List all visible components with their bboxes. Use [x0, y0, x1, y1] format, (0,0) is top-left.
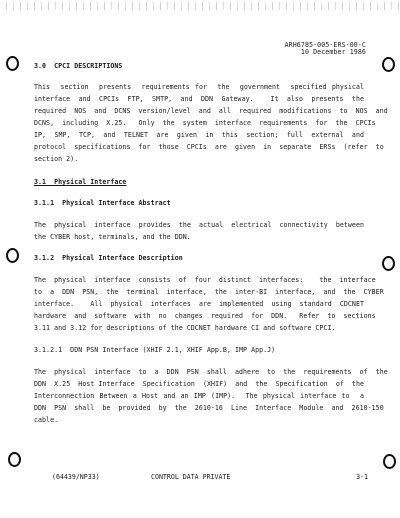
s311-line-2: the CYBER host, terminals, and the DDN.: [34, 233, 191, 241]
s3121-line-3: Interconnection Between a Host and an IMP (IMP). The physical interface to a: [34, 392, 364, 400]
intro-line-5: IP, SMP, TCP, and TELNET are given in this section; full external and: [34, 131, 364, 139]
s312-line-2: to a DDN PSN, the terminal interface, the inter-BI interface, and the CYBER: [34, 288, 384, 296]
intro-line-6: protocol specifications for those CPCIs are given in separate ERSs (refer to: [34, 143, 384, 151]
intro-line-2: interface and CPCIs FTP, SMTP, and DDN Gateway. It also presents the: [34, 95, 364, 103]
document-header: [285, 42, 366, 57]
s312-line-5: 3.11 and 3.12 for descriptions of the CDCNET hardware CI and software CPCI.: [34, 324, 336, 332]
s3121-line-4: DDN PSN shall be provided by the 2610-16 Line Interface Module and 2610-150: [34, 404, 384, 412]
scan-edge-noise: [0, 2, 400, 10]
s312-line-4: hardware and software with no changes required for DDN. Refer to sections: [34, 312, 376, 320]
punch-hole-left-middle: [6, 248, 19, 263]
heading-3-1-2-1: 3.1.2.1 DDN PSN Interface (XHIF 2.1, XHIF App.B, IMP App.J): [34, 346, 276, 354]
punch-hole-left-bottom: [8, 452, 21, 467]
intro-line-3: required NOS and DCNS version/level and all required modifications to NOS and: [34, 107, 388, 115]
heading-3-1-1: 3.1.1 Physical Interface Abstract: [34, 199, 171, 207]
intro-line-4: DCNS, including X.25. Only the system interface requirements for the CPCIs: [34, 119, 376, 127]
intro-line-1: This section presents requirements for the government specified physical: [34, 83, 364, 91]
punch-hole-right-middle: [382, 256, 395, 271]
footer-code: (64439/NP33): [52, 473, 100, 481]
s311-line-1: The physical interface provides the actual electrical connectivity between: [34, 221, 364, 229]
s3121-line-1: The physical interface to a DDN PSN shall adhere to the requirements of the: [34, 368, 388, 376]
punch-hole-left-top: [6, 56, 19, 71]
heading-3-1-2: 3.1.2 Physical Interface Description: [34, 254, 183, 262]
intro-line-7: section 2).: [34, 155, 79, 163]
heading-3-1: 3.1 Physical Interface: [34, 178, 127, 186]
punch-hole-right-bottom: [383, 454, 396, 469]
section-title: 3.0 CPCI DESCRIPTIONS: [34, 62, 123, 70]
footer-classification: CONTROL DATA PRIVATE: [151, 473, 231, 481]
s3121-line-5: cable.: [34, 416, 59, 424]
document-date: 10 December 1986: [300, 48, 366, 57]
page-number: 3-1: [356, 473, 368, 481]
s312-line-1: The physical interface consists of four distinct interfaces: the interface: [34, 276, 376, 284]
s3121-line-2: DDN X.25 Host Interface Specification (XHIF) and the Specification of the: [34, 380, 364, 388]
s312-line-3: interface. All physical interfaces are implemented using standard CDCNET: [34, 300, 364, 308]
punch-hole-right-top: [382, 57, 395, 72]
document-number: ARH6785-005-ERS-00-C: [284, 41, 366, 49]
